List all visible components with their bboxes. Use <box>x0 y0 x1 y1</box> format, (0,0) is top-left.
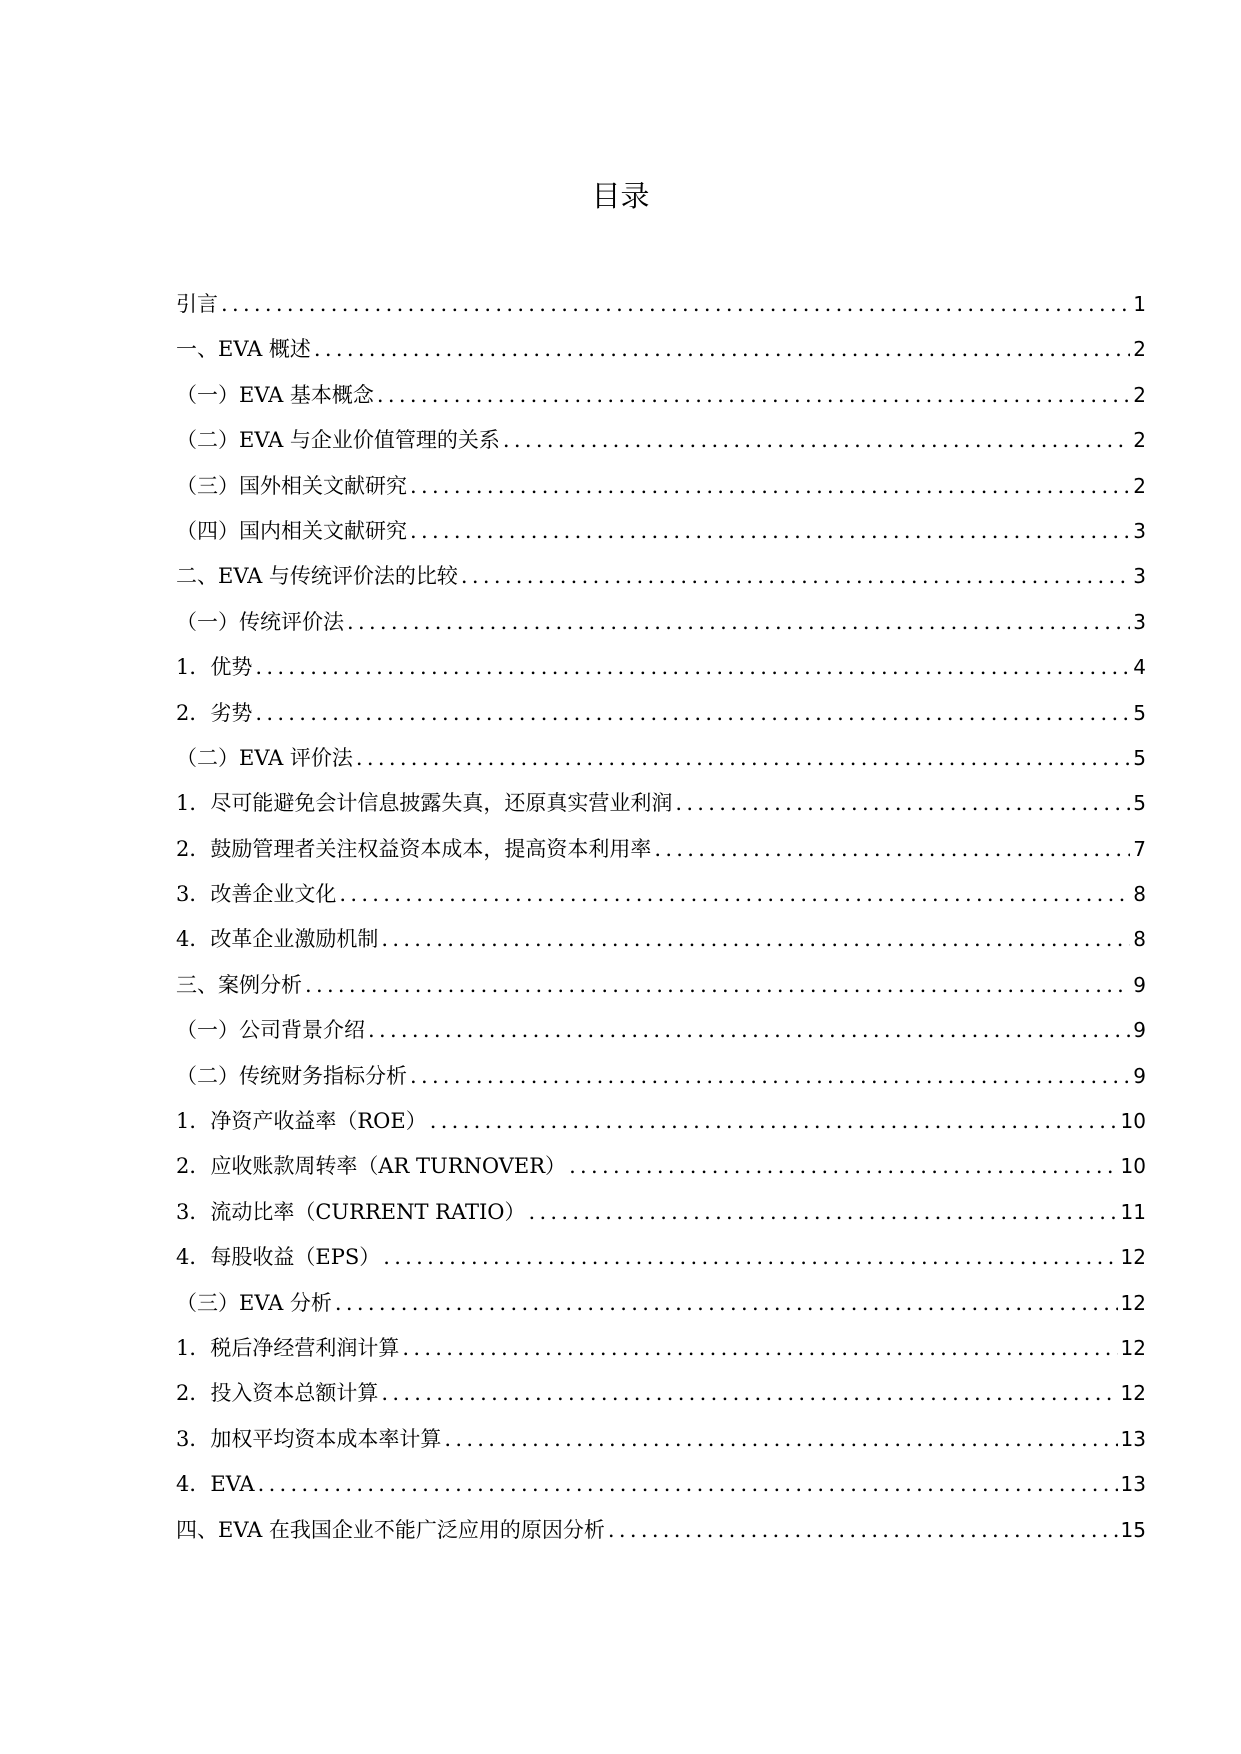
toc-dot-leader <box>654 834 1130 864</box>
toc-entry-page-number: 15 <box>1120 1517 1146 1542</box>
toc-entry-text: 引言 <box>176 292 218 316</box>
toc-dot-leader <box>339 879 1130 909</box>
toc-entry-text: 4．每股收益（EPS） <box>176 1245 381 1270</box>
toc-entry-text: （一）公司背景介绍 <box>176 1018 365 1043</box>
toc-entry-page-number: 4 <box>1133 655 1146 680</box>
toc-entry-text: 一、EVA 概述 <box>176 337 311 362</box>
toc-dot-leader <box>305 970 1130 1000</box>
toc-entry-text: 三、案例分析 <box>176 972 302 997</box>
toc-entry-page-number: 8 <box>1133 882 1146 907</box>
toc-entry-text: 3．加权平均资本成本率计算 <box>176 1426 442 1451</box>
toc-entry[interactable] <box>176 516 1146 561</box>
toc-entry[interactable] <box>176 561 1146 606</box>
toc-entry-page-number: 13 <box>1120 1472 1146 1497</box>
toc-list <box>176 289 1146 1560</box>
toc-dot-leader <box>461 561 1130 591</box>
toc-entry-page-number: 9 <box>1133 1063 1146 1088</box>
toc-entry[interactable] <box>176 1378 1146 1423</box>
toc-entry-page-number: 3 <box>1133 609 1146 634</box>
toc-entry-text: 2．劣势 <box>176 700 253 725</box>
toc-entry[interactable] <box>176 380 1146 425</box>
toc-entry[interactable] <box>176 970 1146 1015</box>
toc-title: 目录 <box>591 179 650 213</box>
toc-entry-text: 1．净资产收益率（ROE） <box>176 1109 427 1134</box>
toc-entry-text: （二）EVA 评价法 <box>176 745 353 770</box>
toc-entry[interactable] <box>176 471 1146 516</box>
toc-dot-leader <box>402 1333 1117 1363</box>
toc-entry[interactable] <box>176 788 1146 833</box>
toc-entry-page-number: 3 <box>1133 564 1146 589</box>
toc-entry-page-number: 3 <box>1133 518 1146 543</box>
toc-entry-text: （二）传统财务指标分析 <box>176 1063 407 1088</box>
toc-entry[interactable] <box>176 1515 1146 1560</box>
toc-entry-page-number: 12 <box>1120 1245 1146 1270</box>
toc-entry[interactable] <box>176 1015 1146 1060</box>
toc-entry-page-number: 2 <box>1133 428 1146 453</box>
toc-entry-text: 1．税后净经营利润计算 <box>176 1335 400 1360</box>
toc-dot-leader <box>255 698 1130 728</box>
toc-entry-page-number: 12 <box>1120 1290 1146 1315</box>
toc-dot-leader <box>255 652 1130 682</box>
toc-dot-leader <box>430 1106 1118 1136</box>
toc-entry-text: 3．改善企业文化 <box>176 882 337 907</box>
toc-entry-text: 1．优势 <box>176 655 253 680</box>
toc-dot-leader <box>335 1288 1118 1318</box>
toc-entry-text: （三）国外相关文献研究 <box>176 473 407 498</box>
toc-dot-leader <box>503 425 1130 455</box>
toc-entry-text: （四）国内相关文献研究 <box>176 518 407 543</box>
toc-entry-text: 2．投入资本总额计算 <box>176 1381 379 1406</box>
toc-entry[interactable] <box>176 1106 1146 1151</box>
toc-dot-leader <box>314 334 1130 364</box>
toc-dot-leader <box>444 1424 1117 1454</box>
toc-dot-leader <box>410 516 1130 546</box>
toc-entry[interactable] <box>176 334 1146 379</box>
toc-entry-text: 1．尽可能避免会计信息披露失真，还原真实营业利润 <box>176 791 673 816</box>
toc-entry[interactable] <box>176 652 1146 697</box>
toc-entry[interactable] <box>176 607 1146 652</box>
toc-entry-page-number: 5 <box>1133 700 1146 725</box>
toc-entry-text: （一）EVA 基本概念 <box>176 382 374 407</box>
toc-dot-leader <box>381 924 1130 954</box>
toc-entry-page-number: 9 <box>1133 1018 1146 1043</box>
toc-entry[interactable] <box>176 1061 1146 1106</box>
toc-entry-text: 4．改革企业激励机制 <box>176 927 379 952</box>
toc-entry[interactable] <box>176 834 1146 879</box>
toc-dot-leader <box>368 1015 1130 1045</box>
toc-entry-page-number: 9 <box>1133 972 1146 997</box>
toc-dot-leader <box>258 1469 1118 1499</box>
toc-entry-text: 四、EVA 在我国企业不能广泛应用的原因分析 <box>176 1517 605 1542</box>
toc-entry[interactable] <box>176 1333 1146 1378</box>
toc-entry-text: （三）EVA 分析 <box>176 1290 332 1315</box>
toc-entry[interactable] <box>176 743 1146 788</box>
toc-entry-page-number: 5 <box>1133 745 1146 770</box>
toc-entry-page-number: 2 <box>1133 337 1146 362</box>
toc-entry[interactable] <box>176 1469 1146 1514</box>
toc-dot-leader <box>377 380 1130 410</box>
toc-entry[interactable] <box>176 1197 1146 1242</box>
toc-entry-page-number: 13 <box>1120 1426 1146 1451</box>
toc-entry[interactable] <box>176 1288 1146 1333</box>
toc-dot-leader <box>608 1515 1118 1545</box>
toc-entry[interactable] <box>176 879 1146 924</box>
toc-entry-page-number: 10 <box>1120 1154 1146 1179</box>
toc-entry-text: 4．EVA <box>176 1472 255 1497</box>
toc-entry-text: 2．鼓励管理者关注权益资本成本，提高资本利用率 <box>176 836 652 861</box>
toc-entry-page-number: 2 <box>1133 382 1146 407</box>
toc-dot-leader <box>410 1061 1130 1091</box>
toc-entry-page-number: 1 <box>1133 292 1146 316</box>
toc-entry-text: 2．应收账款周转率（AR TURNOVER） <box>176 1154 567 1179</box>
toc-entry-text: 二、EVA 与传统评价法的比较 <box>176 564 458 589</box>
toc-entry[interactable] <box>176 924 1146 969</box>
toc-entry-page-number: 2 <box>1133 473 1146 498</box>
toc-entry[interactable] <box>176 289 1146 334</box>
toc-entry-page-number: 10 <box>1120 1109 1146 1134</box>
toc-entry-text: （一）传统评价法 <box>176 609 344 634</box>
toc-dot-leader <box>675 788 1130 818</box>
toc-dot-leader <box>356 743 1130 773</box>
toc-dot-leader <box>381 1378 1117 1408</box>
toc-dot-leader <box>221 289 1130 319</box>
toc-entry[interactable] <box>176 1424 1146 1469</box>
toc-entry-page-number: 11 <box>1120 1199 1146 1224</box>
toc-entry[interactable] <box>176 425 1146 470</box>
toc-entry[interactable] <box>176 1151 1146 1196</box>
toc-entry-page-number: 7 <box>1133 836 1146 861</box>
toc-entry-text: 3．流动比率（CURRENT RATIO） <box>176 1199 526 1224</box>
toc-entry-page-number: 5 <box>1133 791 1146 816</box>
toc-entry-page-number: 12 <box>1120 1381 1146 1406</box>
toc-entry-page-number: 12 <box>1120 1335 1146 1360</box>
toc-dot-leader <box>347 607 1130 637</box>
toc-entry[interactable] <box>176 698 1146 743</box>
toc-entry[interactable] <box>176 1242 1146 1287</box>
toc-entry-text: （二）EVA 与企业价值管理的关系 <box>176 428 500 453</box>
toc-dot-leader <box>383 1242 1117 1272</box>
toc-dot-leader <box>528 1197 1117 1227</box>
toc-dot-leader <box>410 471 1130 501</box>
toc-dot-leader <box>569 1151 1117 1181</box>
toc-entry-page-number: 8 <box>1133 927 1146 952</box>
